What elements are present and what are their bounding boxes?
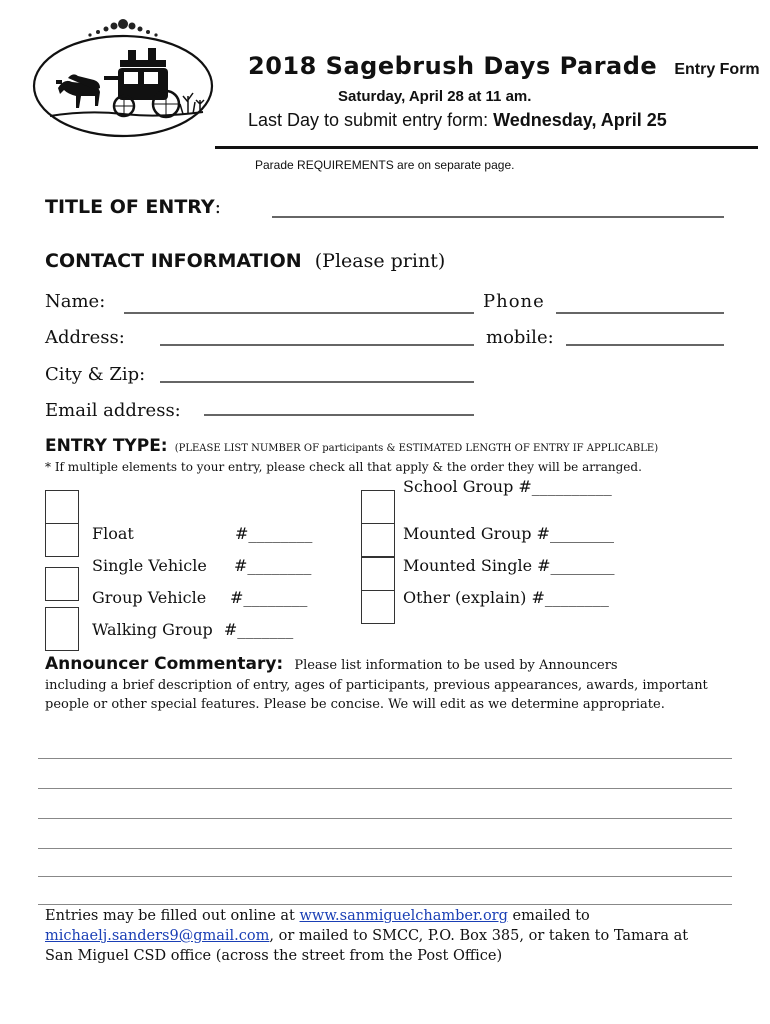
footer-instructions [45,906,705,966]
email-link[interactable]: michaelj.sanders9@gmail.com [45,928,270,944]
commentary-line-5[interactable] [38,876,732,877]
checkbox-mounted-single[interactable] [361,557,395,591]
entry-type-heading: ENTRY TYPE: [45,436,168,456]
phone-label: Phone [483,291,545,312]
walking-group-label: Walking Group [92,620,213,639]
title-of-entry-field[interactable] [272,216,724,218]
group-vehicle-label: Group Vehicle [92,588,207,607]
website-link[interactable]: www.sanmiguelchamber.org [299,908,508,924]
announcer-text-1: Please list information to be used by Announcers [294,658,618,673]
mobile-label: mobile: [486,327,554,348]
deadline-date: Wednesday, April 25 [493,110,667,130]
announcer-text-2: including a brief description of entry, ages of participants, previous appearances, awards, important people or other special features. Please be concise. We will edit as we determine appropriate. [45,678,708,712]
checkbox-group-vehicle[interactable] [45,607,79,641]
checkbox-mounted-group[interactable] [361,523,395,557]
address-field[interactable] [160,344,474,346]
footer-text-1: Entries may be filled out online at [45,908,300,924]
float-label: Float [92,524,134,543]
checkbox-other[interactable] [361,590,395,624]
footer-text-2: emailed to [507,908,590,924]
title-of-entry-label: TITLE OF ENTRY [45,196,215,218]
checkbox-single-vehicle[interactable] [45,567,79,601]
email-label: Email address: [45,400,181,421]
title-colon: : [214,196,222,218]
entry-float [92,524,134,543]
announcer-heading: Announcer Commentary: [45,654,284,674]
mobile-field[interactable] [566,344,724,346]
checkbox-float[interactable] [45,523,79,557]
form-label: Entry Form [674,61,760,78]
mounted-single-label: Mounted Single #________ [403,556,615,575]
parade-title: 2018 Sagebrush Days Parade [248,52,658,80]
float-number: #________ [235,524,313,543]
stagecoach-logo [28,14,218,142]
single-vehicle-number: #________ [234,556,312,575]
footer-text-3: , or mailed to SMCC, P.O. Box 385, or taken to Tamara at San Miguel CSD office (across the street from the Post Office) [45,928,689,964]
walking-group-number: #_______ [223,620,294,639]
mounted-group-label: Mounted Group #________ [403,524,614,543]
commentary-line-2[interactable] [38,788,732,789]
commentary-line-6[interactable] [38,904,732,905]
address-label: Address: [45,327,125,348]
group-vehicle-number: #________ [230,588,308,607]
commentary-line-1[interactable] [38,758,732,759]
contact-subheading: (Please print) [314,250,446,272]
commentary-line-4[interactable] [38,848,732,849]
checkbox-walking-group[interactable] [45,640,79,651]
name-field[interactable] [124,312,474,314]
checkbox-blank[interactable] [45,490,79,524]
deadline-prefix: Last Day to submit entry form: [248,110,494,130]
requirements-note: Parade REQUIREMENTS are on separate page. [255,158,515,172]
commentary-line-3[interactable] [38,818,732,819]
header-rule [215,146,758,149]
city-zip-field[interactable] [160,381,474,383]
email-field[interactable] [204,414,474,416]
date-line: Saturday, April 28 at 11 am. [338,88,532,105]
city-zip-label: City & Zip: [45,364,146,385]
phone-field[interactable] [556,312,724,314]
name-label: Name: [45,291,106,312]
entry-type-instruction: (PLEASE LIST NUMBER OF participants & ESTIMATED LENGTH OF ENTRY IF APPLICABLE) [174,443,659,454]
contact-heading: CONTACT INFORMATION [45,250,302,272]
checkbox-school-group[interactable] [361,490,395,524]
other-explain-label: Other (explain) #________ [403,588,609,607]
single-vehicle-label: Single Vehicle [92,556,207,575]
school-group-label: School Group #__________ [403,477,612,496]
entry-type-note: * If multiple elements to your entry, please check all that apply & the order they will be arranged. [45,460,642,474]
